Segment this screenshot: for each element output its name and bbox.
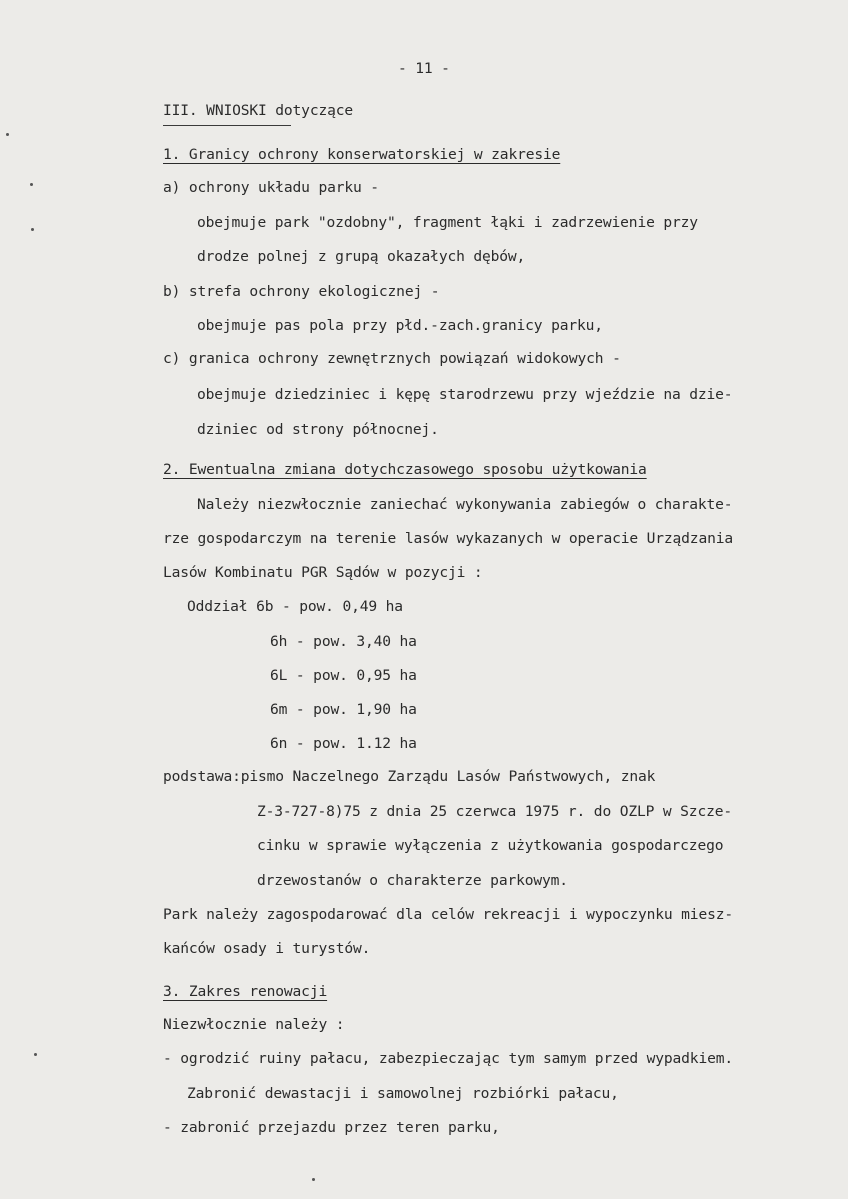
forest-plot-row: 6m - pow. 1,90 ha xyxy=(270,701,417,718)
scan-speck xyxy=(312,1178,315,1181)
scan-speck xyxy=(34,1053,37,1056)
forest-plot-row: Oddział 6b - pow. 0,49 ha xyxy=(187,598,403,615)
section2-paragraph-line1: Należy niezwłocznie zaniechać wykonywania zabiegów o charakte- xyxy=(197,496,733,513)
section2-title: 2. Ewentualna zmiana dotychczasowego sposobu użytkowania xyxy=(163,461,647,478)
park-paragraph-line1: Park należy zagospodarować dla celów rekreacji i wypoczynku miesz- xyxy=(163,906,733,923)
section1-item-a-line1: obejmuje park "ozdobny", fragment łąki i zadrzewienie przy xyxy=(197,214,698,231)
section1-item-a-line2: drodze polnej z grupą okazałych dębów, xyxy=(197,248,526,265)
basis-line4: drzewostanów o charakterze parkowym. xyxy=(257,872,568,889)
forest-plot-row: 6n - pow. 1.12 ha xyxy=(270,735,417,752)
section2-paragraph-line3: Lasów Kombinatu PGR Sądów w pozycji : xyxy=(163,564,483,581)
section1-item-b-label: b) strefa ochrony ekologicznej - xyxy=(163,283,440,300)
scan-speck xyxy=(6,133,9,136)
section-heading: III. WNIOSKI dotyczące xyxy=(163,102,353,119)
section2-paragraph-line2: rze gospodarczym na terenie lasów wykazanych w operacie Urządzania xyxy=(163,530,733,547)
section1-title: 1. Granicy ochrony konserwatorskiej w zakresie xyxy=(163,146,561,163)
section1-item-c-line1: obejmuje dziedziniec i kępę starodrzewu przy wjeździe na dzie- xyxy=(197,386,733,403)
scan-speck xyxy=(31,228,34,231)
page-number: - 11 - xyxy=(398,60,450,77)
section1-item-b-line1: obejmuje pas pola przy płd.-zach.granicy parku, xyxy=(197,317,603,334)
basis-line1: podstawa:pismo Naczelnego Zarządu Lasów Państwowych, znak xyxy=(163,768,656,785)
basis-line3: cinku w sprawie wyłączenia z użytkowania gospodarczego xyxy=(257,837,724,854)
forest-plot-row: 6L - pow. 0,95 ha xyxy=(270,667,417,684)
park-paragraph-line2: kańców osady i turystów. xyxy=(163,940,371,957)
section3-item2: - zabronić przejazdu przez teren parku, xyxy=(163,1119,500,1136)
basis-line2: Z-3-727-8)75 z dnia 25 czerwca 1975 r. do OZLP w Szcze- xyxy=(257,803,732,820)
scan-speck xyxy=(30,183,33,186)
forest-plot-row: 6h - pow. 3,40 ha xyxy=(270,633,417,650)
section1-item-c-label: c) granica ochrony zewnętrznych powiązań widokowych - xyxy=(163,350,621,367)
section3-item1: - ogrodzić ruiny pałacu, zabezpieczając tym samym przed wypadkiem. xyxy=(163,1050,733,1067)
section1-item-c-line2: dziniec od strony północnej. xyxy=(197,421,439,438)
section3-item1-continuation: Zabronić dewastacji i samowolnej rozbiórki pałacu, xyxy=(187,1085,619,1102)
section3-intro: Niezwłocznie należy : xyxy=(163,1016,345,1033)
section1-item-a-label: a) ochrony układu parku - xyxy=(163,179,379,196)
heading-underline xyxy=(163,125,291,126)
section3-title: 3. Zakres renowacji xyxy=(163,983,328,1000)
